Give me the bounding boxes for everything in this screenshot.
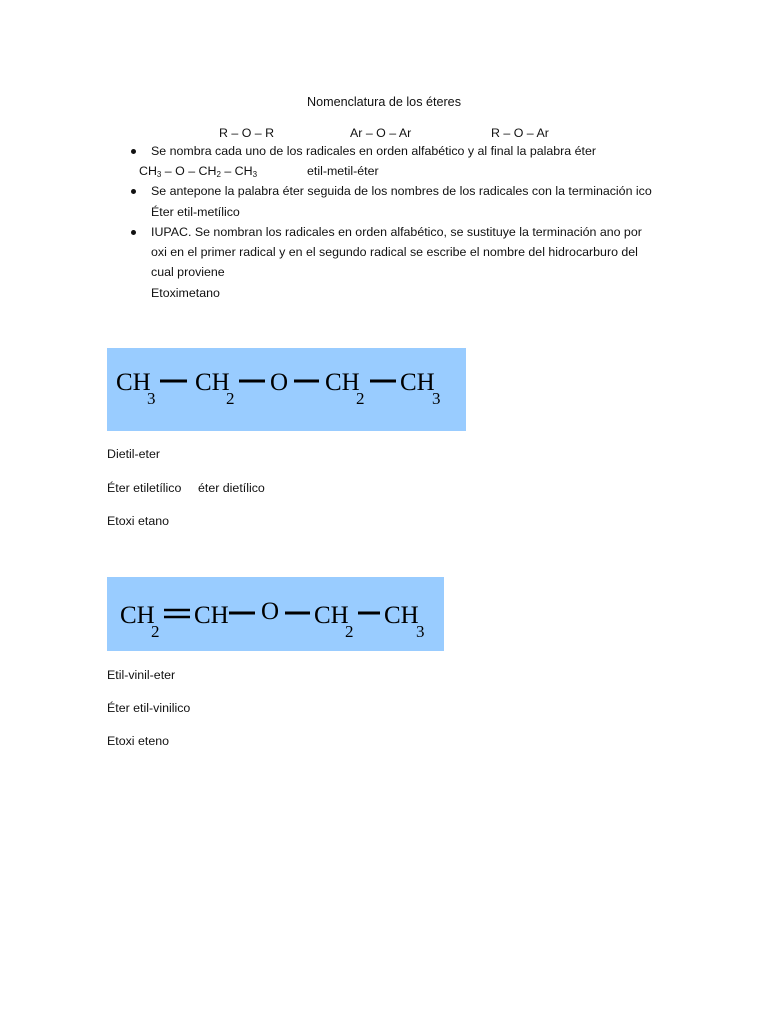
structure-group: CH [314, 602, 349, 629]
structure-subscript: 3 [416, 622, 425, 641]
structure-group: CH [194, 602, 229, 629]
structure-subscript: 2 [151, 622, 160, 641]
bullet-point-icon [131, 149, 136, 154]
general-formula-ror: R – O – R [219, 126, 275, 140]
general-formula-aroar: Ar – O – Ar [350, 126, 412, 140]
rule-1-text: Se nombra cada uno de los radicales en orden alfabético y al final la palabra éter [151, 144, 596, 158]
rule-2-text: Se antepone la palabra éter seguida de los nombres de los radicales con la terminación ico [151, 184, 652, 198]
bullet-point-icon [131, 230, 136, 235]
bullet-point-icon [131, 189, 136, 194]
rule-1-example-name: etil-metil-éter [307, 164, 379, 178]
diethyl-ether-structure-image [107, 348, 466, 431]
structure-subscript: 2 [226, 389, 235, 408]
rule-1-example-formula: $CH_3$ – O – $CH_2 - CH_3$ [139, 164, 258, 179]
rule-2-example-name: Éter etil-metílico [151, 205, 240, 219]
structure-group: CH [384, 602, 419, 629]
structure-group: CH [116, 369, 151, 396]
structure-group: CH [325, 369, 360, 396]
structure-group: O [261, 598, 280, 625]
diethyl-ether-structure-svg [107, 348, 466, 431]
ethyl-vinyl-ether-structure-svg [107, 577, 444, 651]
structure-group: O [270, 369, 289, 396]
molecule-1-name-3: éter dietílico [198, 481, 265, 495]
structure-subscript: 3 [147, 389, 156, 408]
rule-3-text-line-1: IUPAC. Se nombran los radicales en orden alfabético, se sustituye la terminación ano por [151, 225, 642, 239]
structure-subscript: 3 [432, 389, 441, 408]
molecule-1-name-1: Dietil-eter [107, 447, 161, 461]
molecule-1-name-4: Etoxi etano [107, 514, 169, 528]
structure-group: CH [195, 369, 230, 396]
molecule-2-name-2: Éter etil-vinilico [107, 701, 191, 715]
molecule-2-name-1: Etil-vinil-eter [107, 668, 176, 682]
rule-3-text-line-2: oxi en el primer radical y en el segundo radical se escribe el nombre del hidrocarburo del [151, 245, 638, 259]
structure-subscript: 2 [345, 622, 354, 641]
molecule-1-name-2: Éter etiletílico [107, 481, 182, 495]
page-title: Nomenclatura de los éteres [306, 95, 461, 109]
rule-3-text-line-3: cual proviene [151, 265, 225, 279]
general-formula-roar: R – O – Ar [491, 126, 549, 140]
structure-group: CH [400, 369, 435, 396]
rule-3-example-name: Etoximetano [151, 286, 220, 300]
molecule-2-name-3: Etoxi eteno [107, 734, 169, 748]
ethyl-vinyl-ether-structure-image [107, 577, 444, 651]
structure-group: CH [120, 602, 155, 629]
structure-subscript: 2 [356, 389, 365, 408]
